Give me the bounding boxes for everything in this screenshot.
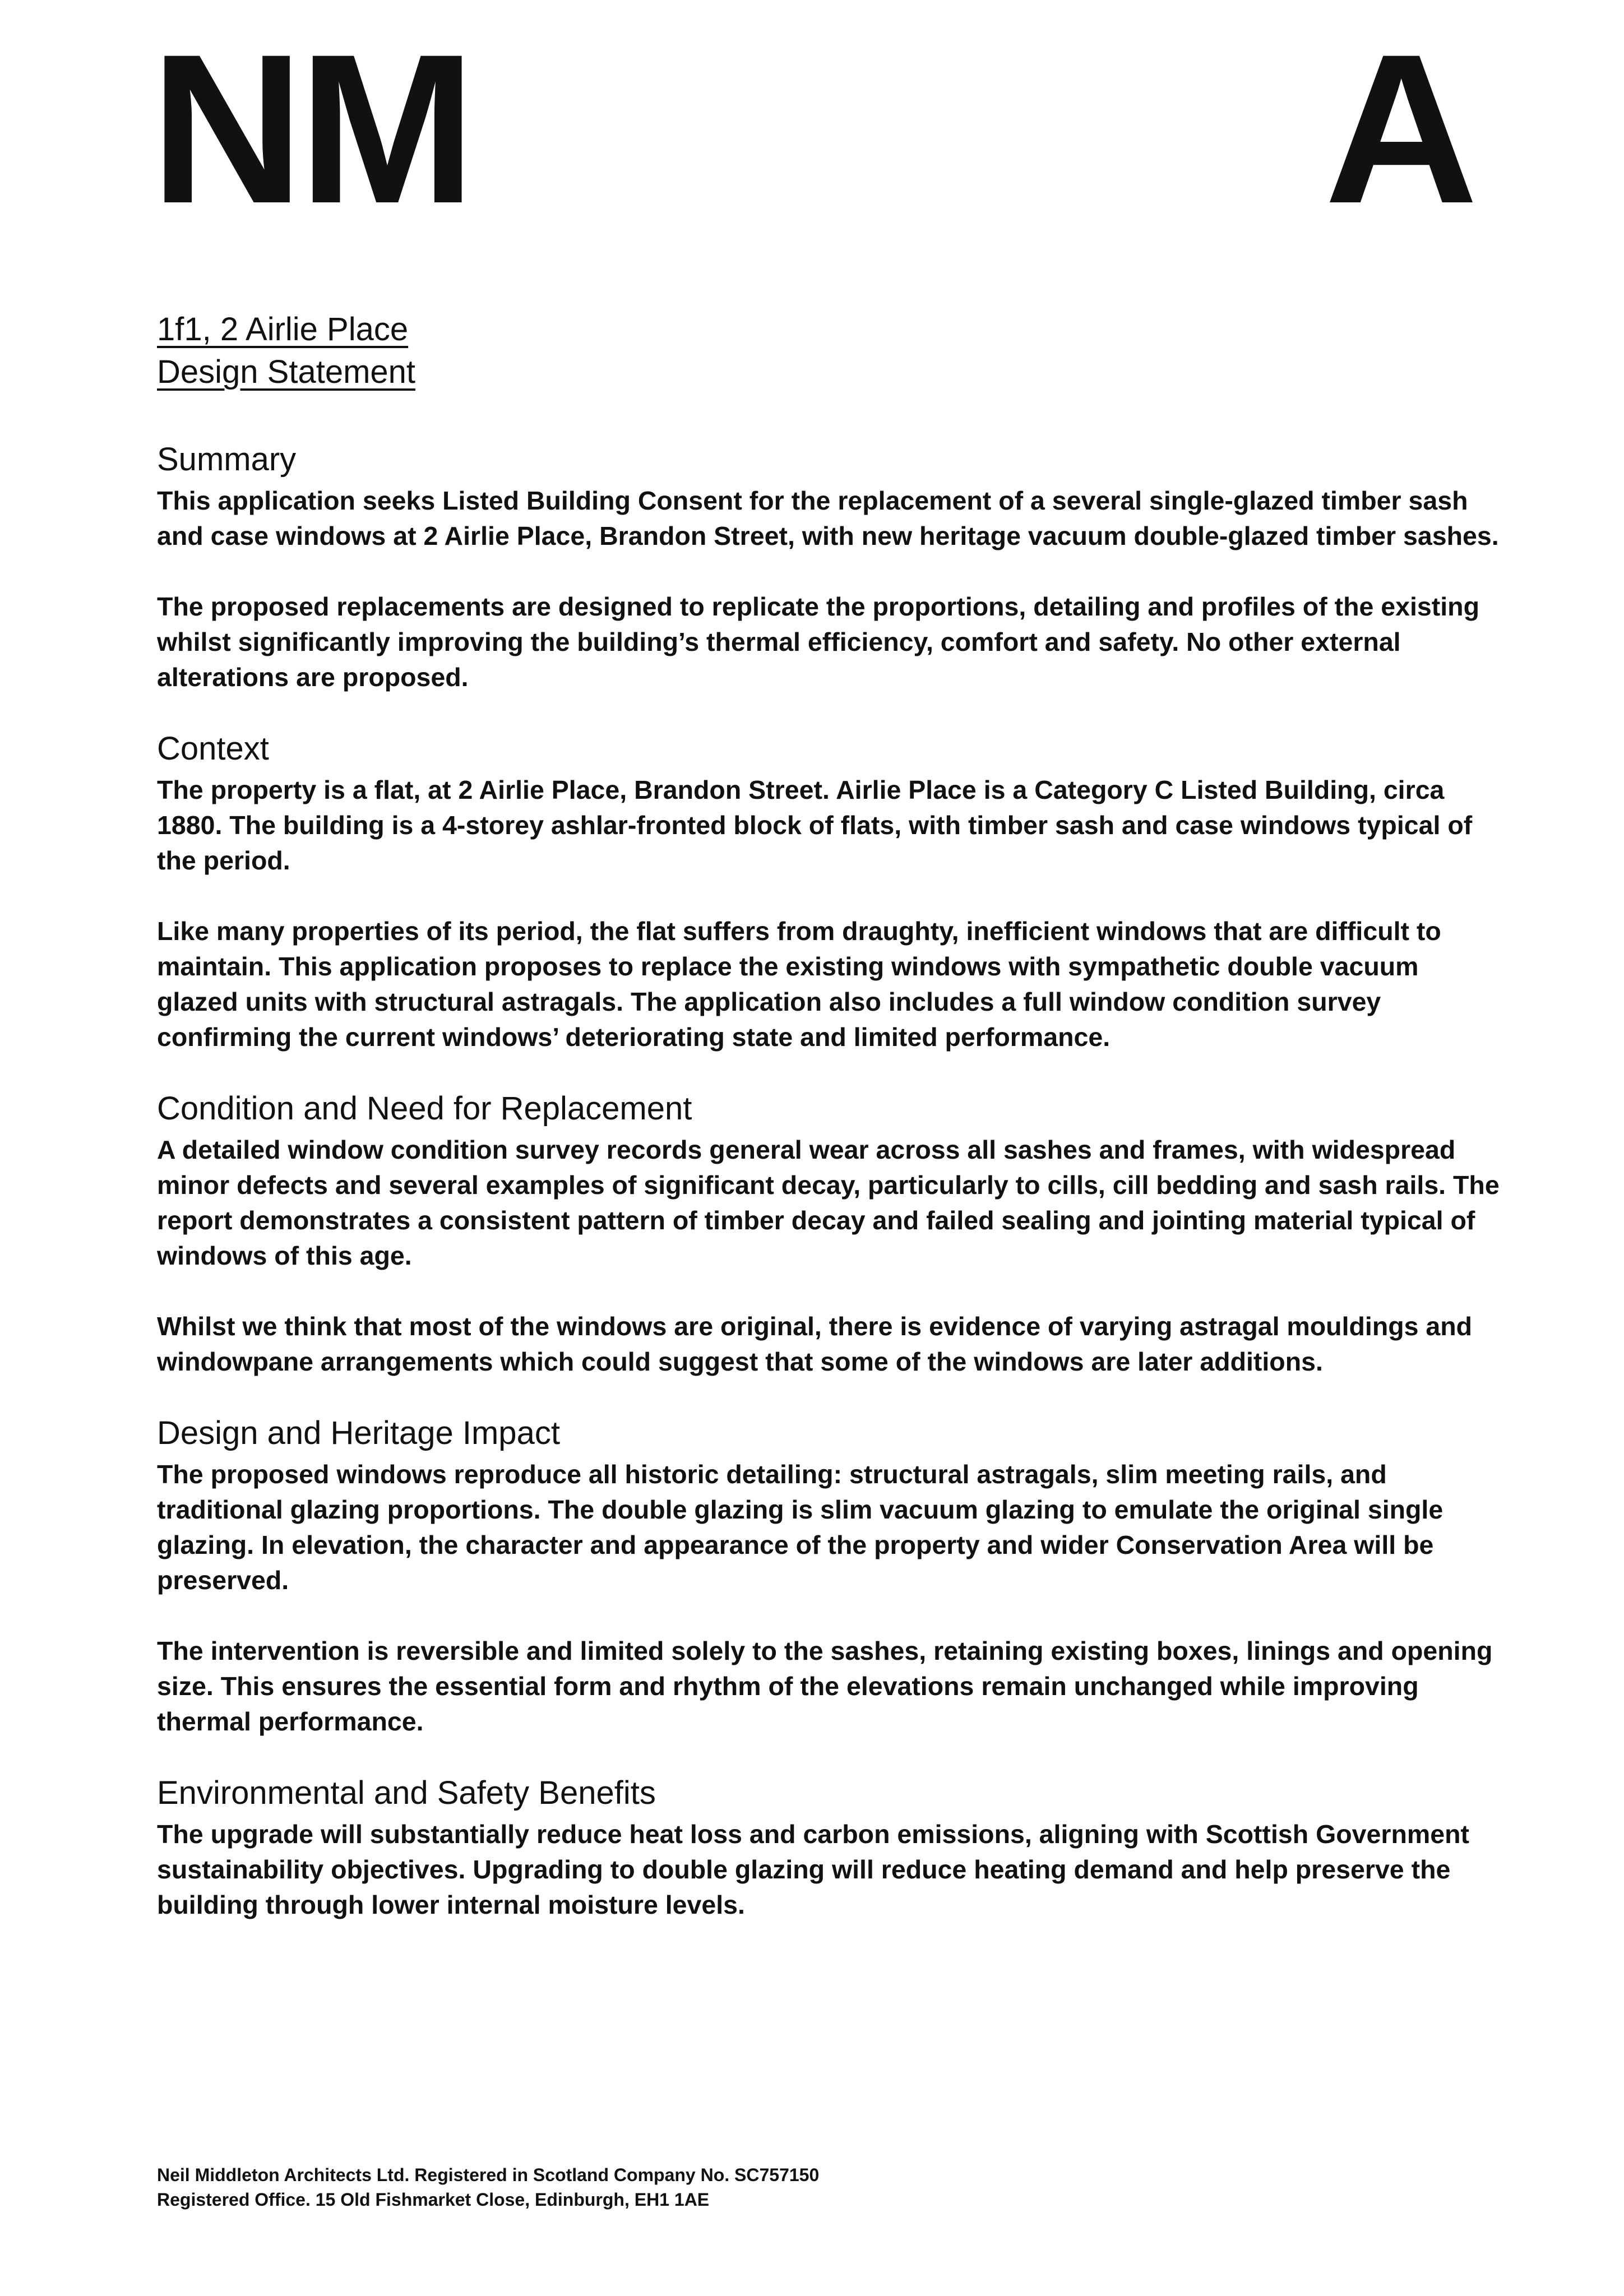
section-condition: [157, 1087, 1502, 1380]
section-summary: [157, 438, 1502, 695]
title-address: 1f1, 2 Airlie Place: [157, 311, 409, 348]
section-design-heritage: [157, 1412, 1502, 1739]
footer-company: Neil Middleton Architects Ltd. Registered in Scotland Company No. SC757150: [157, 2165, 820, 2185]
section-paragraph: The proposed windows reproduce all historic detailing: structural astragals, slim meeting rails, and traditional glazing proportions. The double glazing is slim vacuum glazing to emulate the original single glazing. In elevation, the character and appearance of the property and wider Conservation Area will be preserved.: [157, 1460, 1443, 1595]
logo-a: A: [1324, 10, 1478, 248]
section-environmental: [157, 1772, 1502, 1923]
section-paragraph: The intervention is reversible and limited solely to the sashes, retaining existing boxes, linings and opening size. This ensures the essential form and rhythm of the elevations remain unchanged while improving thermal performance.: [157, 1636, 1493, 1736]
document-title: [157, 308, 1502, 394]
section-paragraph: This application seeks Listed Building Consent for the replacement of a several single-glazed timber sash and case windows at 2 Airlie Place, Brandon Street, with new heritage vacuum double-glazed timber sashes.: [157, 486, 1499, 550]
section-paragraph: The upgrade will substantially reduce heat loss and carbon emissions, aligning with Scottish Government sustainability objectives. Upgrading to double glazing will reduce heating demand and help preserve the building through lower internal moisture levels.: [157, 1820, 1469, 1919]
section-heading: Condition and Need for Replacement: [157, 1090, 692, 1127]
section-paragraph: The proposed replacements are designed to replicate the proportions, detailing and profiles of the existing whilst significantly improving the building’s thermal efficiency, comfort and safety. No other external alterations are proposed.: [157, 592, 1479, 692]
section-context: [157, 728, 1502, 1055]
title-document-type: Design Statement: [157, 354, 416, 390]
section-paragraph: The property is a flat, at 2 Airlie Place, Brandon Street. Airlie Place is a Category C Listed Building, circa 1880. The building is a 4-storey ashlar-fronted block of flats, with timber sash and case windows typical of the period.: [157, 775, 1473, 875]
section-heading: Context: [157, 730, 269, 767]
section-heading: Environmental and Safety Benefits: [157, 1775, 656, 1811]
section-paragraph: Like many properties of its period, the flat suffers from draughty, inefficient windows that are difficult to maintain. This application proposes to replace the existing windows with sympathetic double vacuum glazed units with structural astragals. The application also includes a full window condition survey confirming the current windows’ deteriorating state and limited performance.: [157, 916, 1441, 1052]
logo-nm: NM: [150, 10, 470, 248]
section-heading: Summary: [157, 441, 297, 478]
section-heading: Design and Heritage Impact: [157, 1415, 560, 1451]
section-paragraph: Whilst we think that most of the windows are original, there is evidence of varying astragal mouldings and windowpane arrangements which could suggest that some of the windows are later additions.: [157, 1312, 1473, 1376]
section-paragraph: A detailed window condition survey records general wear across all sashes and frames, with widespread minor defects and several examples of significant decay, particularly to cills, cill bedding and sash rails. The report demonstrates a consistent pattern of timber decay and failed sealing and jointing material typical of windows of this age.: [157, 1135, 1500, 1270]
footer-address: Registered Office. 15 Old Fishmarket Close, Edinburgh, EH1 1AE: [157, 2189, 710, 2210]
document-body: [157, 308, 1502, 1955]
footer: [157, 2163, 1502, 2212]
